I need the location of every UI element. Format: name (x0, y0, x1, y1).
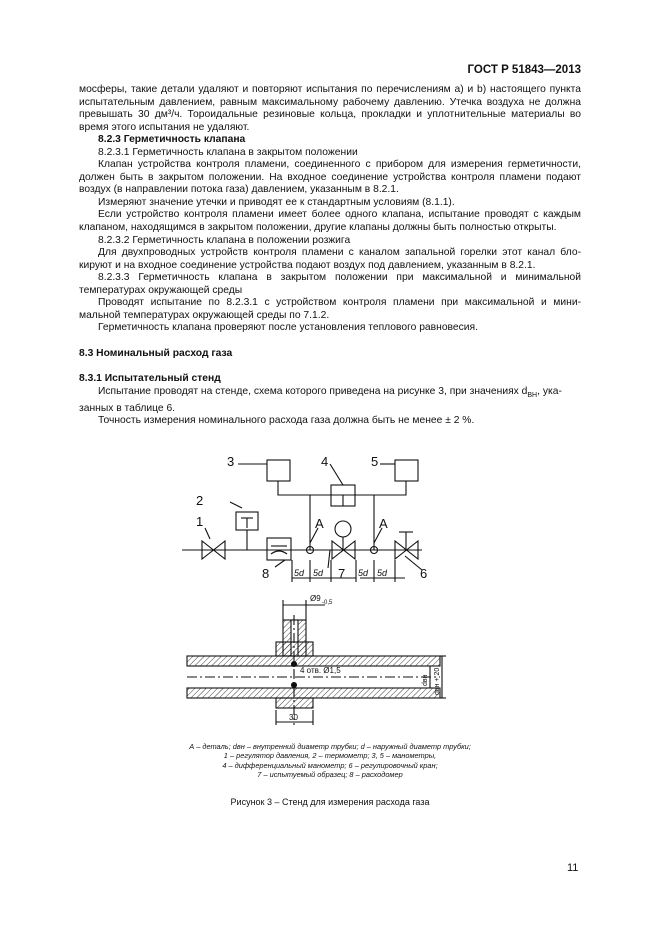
paragraph-line: Испытание проводят на стенде, схема которого приведена на рисунке 3, при значениях $d_{ВН}$, ука- (98, 386, 562, 400)
dim-dvn-20: dвн + 20 (434, 667, 441, 695)
legend-line: 7 – испытуемый образец; 8 – расходомер (257, 770, 403, 780)
subsection-8-2-3-3: 8.2.3.3 Герметичность клапана в закрытом положении при максимальной и минимальной (98, 272, 581, 284)
paragraph-line: Точность измерения номинального расхода газа должна быть не менее ± 2 %. (98, 415, 475, 427)
dim-5d: 5d (294, 568, 305, 578)
label-1: 1 (196, 514, 204, 529)
figure-labels (196, 454, 427, 581)
subsection-8-2-3-1: 8.2.3.1 Герметичность клапана в закрытом положении (98, 146, 358, 158)
legend-line: А – деталь; dвн – внутренний диаметр трубки; d – наружный диаметр трубки; (189, 742, 471, 751)
label-7: 7 (338, 566, 346, 581)
flowmeter (267, 538, 291, 560)
body-text (79, 84, 581, 428)
tube-wall-bottom (187, 688, 440, 698)
paragraph-line: мосферы, такие детали удаляют и повторяют испытания по перечислениям а) и b) настоящего пункта (79, 84, 581, 95)
section-heading-8-3: 8.3 Номинальный расход газа (79, 347, 233, 359)
figure-legend (120, 742, 540, 780)
section-heading-8-2-3: 8.2.3 Герметичность клапана (98, 134, 246, 146)
dim-dvn: dвн (422, 674, 429, 686)
label-4: 4 (321, 454, 329, 469)
paragraph-line: клапаном, находящимся в закрытом положении, другие клапаны должны быть полностью открыты. (79, 222, 557, 234)
page-number: 11 (567, 862, 579, 874)
paragraph-line: Проводят испытание по 8.2.3.1 с устройством контроля пламени при максимальной и мини- (98, 297, 581, 309)
test-stand-diagram (150, 450, 450, 735)
paragraph-line: должен быть в закрытом положении. На входное соединение устройства контроля пламени подают (79, 171, 581, 183)
dim-5d: 5d (377, 568, 388, 578)
subsection-8-2-3-2: 8.2.3.2 Герметичность клапана в положении розжига (98, 234, 351, 246)
label-3: 3 (227, 454, 235, 469)
paragraph-line: испытательным давлением, равным максимальному рабочему давлению. Утечка воздуха не должна (79, 96, 581, 108)
dim-d9: Ø9 (310, 594, 321, 603)
dim-5d: 5d (313, 568, 324, 578)
label-6: 6 (420, 566, 428, 581)
label-a1: А (315, 516, 324, 531)
legend-line: 1 – регулятор давления, 2 – термометр; 3, 5 – манометры, (223, 751, 437, 761)
paragraph-line: температурах окружающей среды (79, 284, 243, 296)
paragraph-line: Клапан устройства контроля пламени, соединенного с прибором для измерения герметичности, (98, 159, 581, 171)
subsection-heading-8-3-1: 8.3.1 Испытательный стенд (79, 373, 221, 385)
label-8: 8 (262, 566, 270, 581)
tube-wall-top (187, 656, 440, 666)
paragraph-line: превышать 30 дм³/ч. Тороидальные резиновые кольца, прокладки и уплотнительные материалы во (79, 109, 581, 121)
paragraph-line: Для двухпроводных устройств контроля пламени с каналом запальной горелки этот канал бло- (98, 247, 581, 259)
label-2: 2 (196, 493, 204, 508)
test-sample-actuator (335, 521, 351, 537)
legend-line: 4 – дифференциальный манометр; 6 – регулировочный кран; (222, 760, 438, 770)
dim-5d: 5d (358, 568, 369, 578)
dim-d9-tolerance: -0,5 (322, 600, 333, 606)
document-header: ГОСТ Р 51843—2013 (467, 64, 581, 76)
paragraph-line: воздух (в направлении потока газа) давлением, указанным в 8.2.1. (79, 184, 399, 196)
label-5: 5 (371, 454, 379, 469)
manometer-3 (267, 460, 290, 481)
dim-30: 30 (289, 713, 298, 722)
paragraph-line: мальной температурах окружающей среды по 7.1.2. (79, 309, 330, 321)
paragraph-line: Измеряют значение утечки и приводят ее к стандартным условиям (8.1.1). (98, 196, 455, 208)
paragraph-line: Герметичность клапана проверяют после установления теплового равновесия. (98, 322, 478, 334)
figure-title: Рисунок 3 – Стенд для измерения расхода газа (230, 797, 430, 807)
label-a2: А (379, 516, 388, 531)
paragraph-line: Если устройство контроля пламени имеет более одного клапана, испытание проводят с каждым (98, 209, 581, 221)
paragraph-line: занных в таблице 6. (79, 402, 176, 414)
dim-holes: 4 отв. Ø1,5 (300, 666, 341, 675)
paragraph-line: время этого испытания не удаляют. (79, 121, 250, 133)
manometer-5 (395, 460, 418, 481)
paragraph-line: кируют и на входное соединение устройства подают воздух под давлением, указанным в 8.2.1. (79, 259, 536, 271)
